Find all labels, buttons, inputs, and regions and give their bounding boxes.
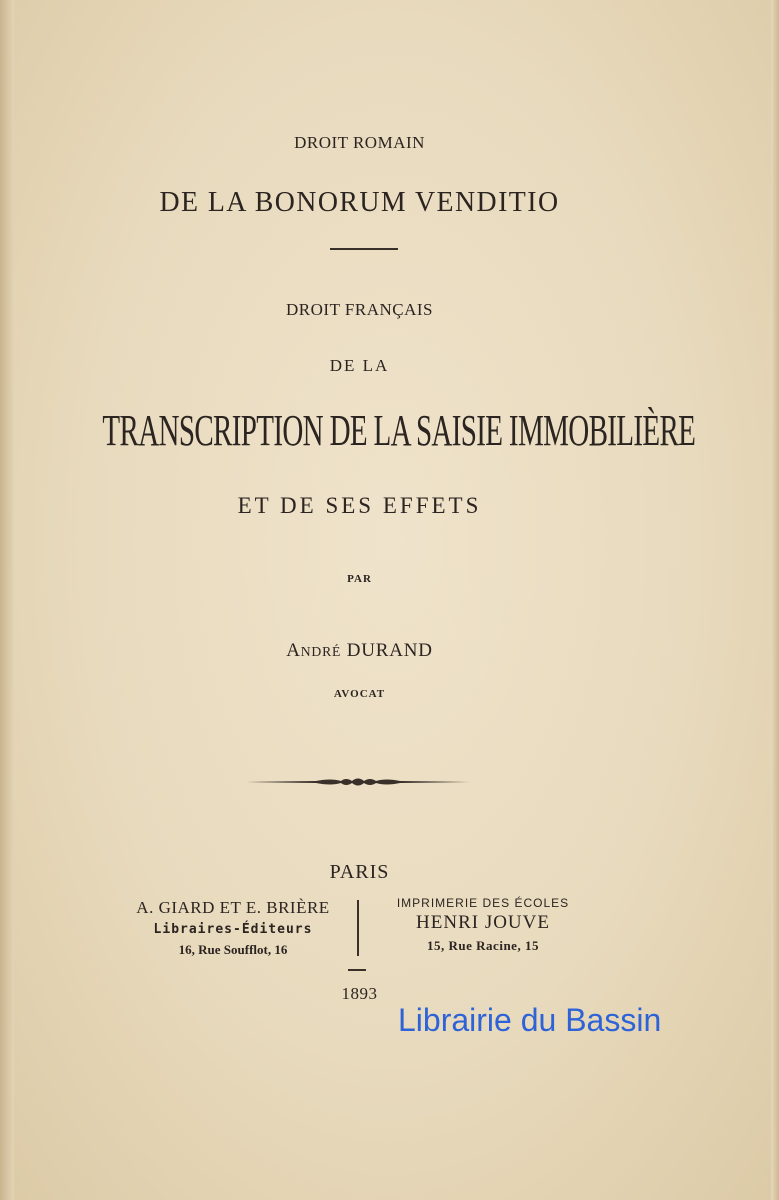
imprint-city: PARIS <box>329 861 390 883</box>
page-right-edge <box>771 0 779 1200</box>
page-left-edge <box>0 0 14 1200</box>
heading-droit-romain: DROIT ROMAIN <box>294 133 425 152</box>
author-title: AVOCAT <box>333 688 386 700</box>
author-first-rest: NDRÉ <box>300 644 342 659</box>
publication-year: 1893 <box>341 984 378 1003</box>
author-first-initial: A <box>286 640 301 661</box>
de-la-text: DE LA <box>329 356 390 375</box>
heading-droit-francais: DROIT FRANÇAIS <box>286 300 433 319</box>
par-text: PAR <box>347 573 372 585</box>
printer-name: HENRI JOUVE <box>416 912 550 933</box>
publisher-address: 16, Rue Soufflot, 16 <box>178 942 288 957</box>
title-transcription: TRANSCRIPTION DE LA SAISIE IMMOBILIÈRE <box>102 406 696 455</box>
ornament-rule-icon <box>246 772 470 792</box>
imprint-divider <box>357 900 359 956</box>
short-rule <box>330 248 398 250</box>
printer-block <box>372 896 594 954</box>
seller-watermark: Librairie du Bassin <box>398 1002 662 1038</box>
author-name <box>0 640 749 662</box>
subtitle-effets: ET DE SES EFFETS <box>237 493 482 518</box>
printer-label: IMPRIMERIE DES ÉCOLES <box>396 896 570 910</box>
printer-address: 15, Rue Racine, 15 <box>427 938 539 953</box>
publisher-name: A. GIARD ET E. BRIÈRE <box>136 898 330 917</box>
title-bonorum-venditio: DE LA BONORUM VENDITIO <box>159 186 560 218</box>
publisher-role: Libraires-Éditeurs <box>153 922 313 937</box>
year-dash <box>348 969 366 971</box>
publisher-block <box>120 898 346 958</box>
author-last-name: DURAND <box>346 640 433 661</box>
